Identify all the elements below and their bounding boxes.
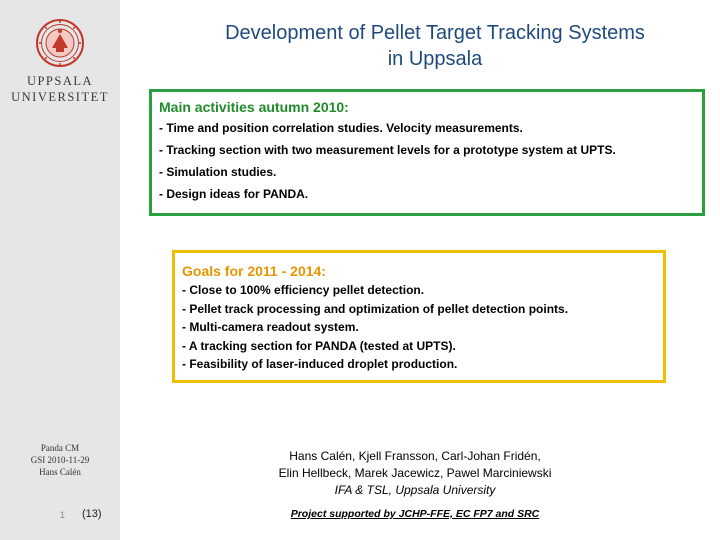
- university-seal-icon: [35, 18, 85, 68]
- list-item: - Tracking section with two measurement levels for a prototype system at UPTS.: [159, 143, 616, 157]
- goals-box: [172, 250, 666, 383]
- activities-heading: Main activities autumn 2010:: [159, 99, 349, 115]
- slide-title-line1: Development of Pellet Target Tracking Systems: [225, 22, 645, 44]
- activities-box: [149, 89, 705, 216]
- presentation-meta: [0, 442, 120, 478]
- goals-heading: Goals for 2011 - 2014:: [182, 263, 326, 279]
- sidebar: [0, 0, 120, 540]
- university-logo: [0, 8, 120, 108]
- presenter-name: Hans Calén: [39, 467, 81, 477]
- meeting-name: Panda CM: [40, 443, 80, 453]
- activities-list: [159, 117, 702, 205]
- list-item: - Design ideas for PANDA.: [159, 187, 309, 201]
- list-item: - A tracking section for PANDA (tested at UPTS).: [182, 338, 456, 353]
- list-item: - Multi-camera readout system.: [182, 320, 359, 334]
- authors-line2: Elin Hellbeck, Marek Jacewicz, Pawel Marciniewski: [278, 466, 552, 480]
- funding-note: Project supported by JCHP-FFE, EC FP7 and SRC: [290, 508, 540, 520]
- institution: IFA & TSL, Uppsala University: [334, 483, 496, 497]
- list-item: - Pellet track processing and optimization of pellet detection points.: [182, 301, 569, 316]
- list-item: - Time and position correlation studies. Velocity measurements.: [159, 121, 523, 135]
- goals-list: [182, 281, 663, 374]
- authors-line1: Hans Calén, Kjell Fransson, Carl-Johan Fridén,: [289, 449, 541, 463]
- university-name-line2: UNIVERSITET: [11, 90, 109, 104]
- slide-count: (13): [82, 508, 102, 520]
- university-name-line1: UPPSALA: [26, 74, 94, 88]
- list-item: - Feasibility of laser-induced droplet production.: [182, 357, 458, 371]
- slide-number: 1: [60, 510, 66, 520]
- list-item: - Close to 100% efficiency pellet detection.: [182, 283, 425, 297]
- list-item: - Simulation studies.: [159, 165, 277, 179]
- slide-title: [170, 20, 700, 72]
- slide-title-line2: in Uppsala: [387, 48, 483, 70]
- authors-block: [220, 448, 610, 499]
- meeting-date: GSI 2010-11-29: [30, 455, 90, 465]
